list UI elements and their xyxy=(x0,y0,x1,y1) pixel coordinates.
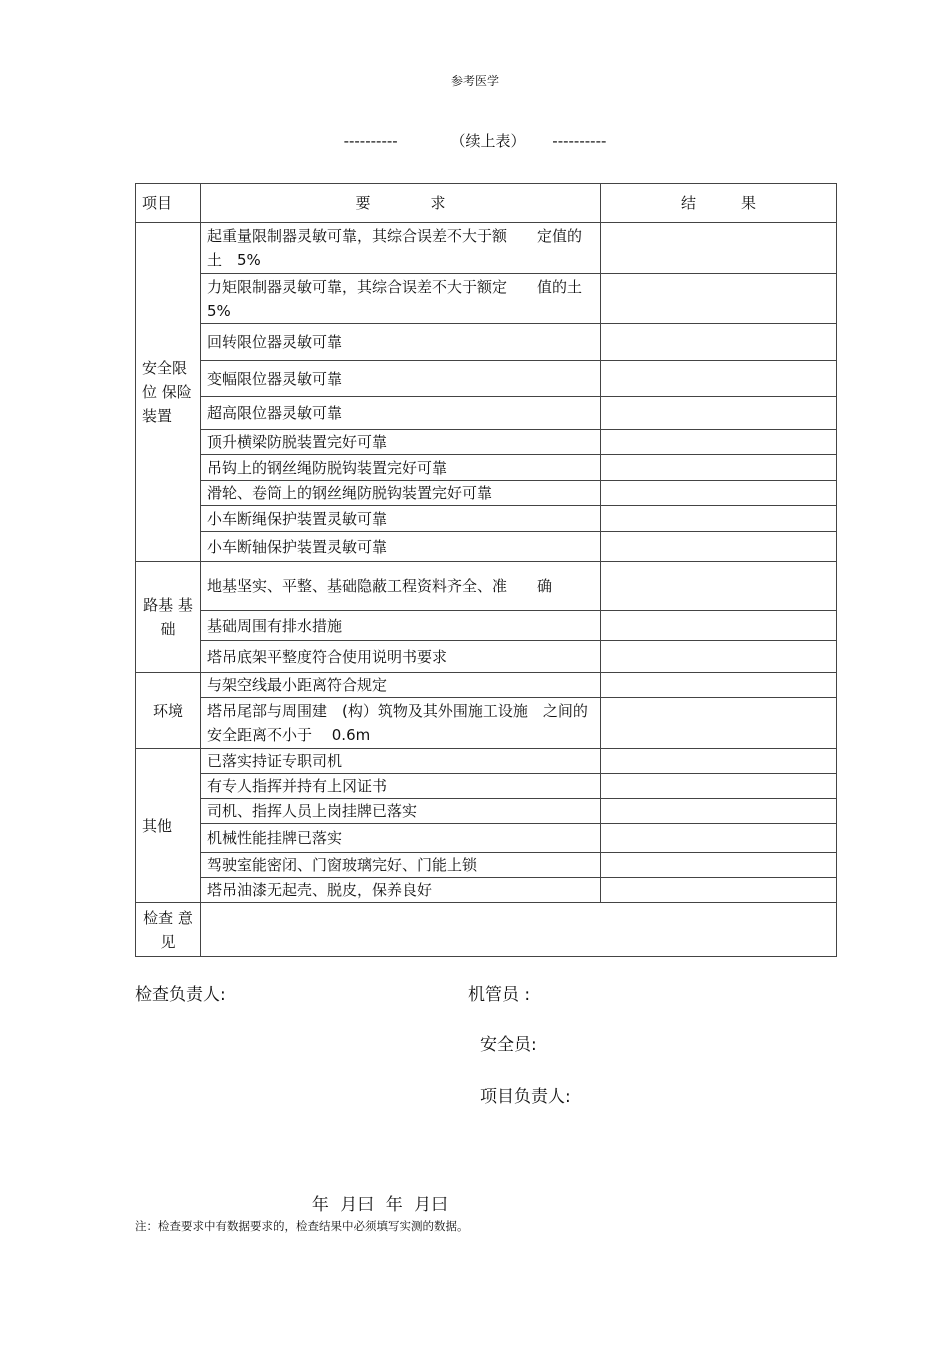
header-note: 参考医学 xyxy=(450,74,499,88)
table-row xyxy=(136,698,837,749)
requirement-cell: 小车断轴保护装置灵敏可靠 xyxy=(201,532,601,562)
requirement-cell: 滑轮、卷筒上的钢丝绳防脱钩装置完好可靠 xyxy=(201,481,601,506)
requirement-cell: 超高限位器灵敏可靠 xyxy=(201,397,601,430)
table-row xyxy=(136,532,837,562)
header-item: 项目 xyxy=(136,184,201,223)
result-cell[interactable] xyxy=(601,430,837,455)
table-row xyxy=(136,506,837,532)
table-row xyxy=(136,324,837,361)
result-cell[interactable] xyxy=(601,455,837,481)
result-cell[interactable] xyxy=(601,878,837,903)
right-dashes: ---------- xyxy=(552,132,607,150)
result-cell[interactable] xyxy=(601,824,837,853)
table-row xyxy=(136,397,837,430)
table-row xyxy=(136,799,837,824)
inspection-table xyxy=(135,183,837,957)
result-cell[interactable] xyxy=(601,562,837,611)
requirement-cell: 吊钩上的钢丝绳防脱钩装置完好可靠 xyxy=(201,455,601,481)
machine-manager-signature-label: 机管员 : xyxy=(468,985,531,1005)
category-safety-devices: 安全限位 保险 装置 xyxy=(136,223,201,562)
requirement-cell: 塔吊尾部与周围建 (构）筑物及其外围施工设施 之间的安全距离不小于 0.6m xyxy=(201,698,601,749)
category-foundation: 路基 基础 xyxy=(136,562,201,673)
result-cell[interactable] xyxy=(601,673,837,698)
table-row xyxy=(136,611,837,641)
requirement-cell: 塔吊底架平整度符合使用说明书要求 xyxy=(201,641,601,673)
requirement-cell: 有专人指挥并持有上冈证书 xyxy=(201,774,601,799)
category-environment: 环境 xyxy=(136,673,201,749)
table-header-row xyxy=(136,184,837,223)
table-row xyxy=(136,878,837,903)
requirement-cell: 顶升横梁防脱装置完好可靠 xyxy=(201,430,601,455)
table-row xyxy=(136,481,837,506)
requirement-cell: 司机、指挥人员上岗挂牌已落实 xyxy=(201,799,601,824)
requirement-cell: 力矩限制器灵敏可靠，其综合误差不大于额定 值的土 5% xyxy=(201,274,601,324)
left-dashes: ---------- xyxy=(343,132,398,150)
result-cell[interactable] xyxy=(601,532,837,562)
opinion-label: 检查 意见 xyxy=(136,903,201,957)
requirement-cell: 驾驶室能密闭、门窗玻璃完好、门能上锁 xyxy=(201,853,601,878)
date-line: 年 月曰 年 月曰 xyxy=(311,1195,449,1215)
table-row xyxy=(136,673,837,698)
safety-officer-signature-label: 安全员: xyxy=(480,1035,537,1055)
inspector-signature-label: 检查负责人: xyxy=(135,985,226,1005)
header-requirement: 要 求 xyxy=(201,184,601,223)
result-cell[interactable] xyxy=(601,397,837,430)
result-cell[interactable] xyxy=(601,324,837,361)
table-row xyxy=(136,562,837,611)
requirement-cell: 与架空线最小距离符合规定 xyxy=(201,673,601,698)
requirement-cell: 塔吊油漆无起壳、脱皮，保养良好 xyxy=(201,878,601,903)
result-cell[interactable] xyxy=(601,799,837,824)
category-others: 其他 xyxy=(136,749,201,903)
result-cell[interactable] xyxy=(601,481,837,506)
result-cell[interactable] xyxy=(601,774,837,799)
table-row xyxy=(136,361,837,397)
table-row xyxy=(136,641,837,673)
header-result: 结 果 xyxy=(601,184,837,223)
result-cell[interactable] xyxy=(601,361,837,397)
requirement-cell: 基础周围有排水措施 xyxy=(201,611,601,641)
table-row xyxy=(136,455,837,481)
result-cell[interactable] xyxy=(601,223,837,274)
result-cell[interactable] xyxy=(601,749,837,774)
continuation-title xyxy=(0,130,950,151)
table-row xyxy=(136,749,837,774)
table-row xyxy=(136,774,837,799)
table-row xyxy=(136,824,837,853)
requirement-cell: 起重量限制器灵敏可靠，其综合误差不大于额 定值的土 5% xyxy=(201,223,601,274)
footnote: 注：检查要求中有数据要求的，检查结果中必须填写实测的数据。 xyxy=(135,1219,469,1233)
requirement-cell: 变幅限位器灵敏可靠 xyxy=(201,361,601,397)
table-row xyxy=(136,274,837,324)
result-cell[interactable] xyxy=(601,698,837,749)
result-cell[interactable] xyxy=(601,611,837,641)
opinion-row xyxy=(136,903,837,957)
result-cell[interactable] xyxy=(601,506,837,532)
opinion-cell[interactable] xyxy=(201,903,837,957)
result-cell[interactable] xyxy=(601,274,837,324)
table-row xyxy=(136,430,837,455)
requirement-cell: 机械性能挂牌已落实 xyxy=(201,824,601,853)
continuation-label: （续上表） xyxy=(450,132,526,150)
result-cell[interactable] xyxy=(601,641,837,673)
requirement-cell: 小车断绳保护装置灵敏可靠 xyxy=(201,506,601,532)
table-row xyxy=(136,853,837,878)
requirement-cell: 地基坚实、平整、基础隐蔽工程资料齐全、准 确 xyxy=(201,562,601,611)
project-manager-signature-label: 项目负责人: xyxy=(480,1087,571,1107)
table-row xyxy=(136,223,837,274)
result-cell[interactable] xyxy=(601,853,837,878)
requirement-cell: 回转限位器灵敏可靠 xyxy=(201,324,601,361)
requirement-cell: 已落实持证专职司机 xyxy=(201,749,601,774)
